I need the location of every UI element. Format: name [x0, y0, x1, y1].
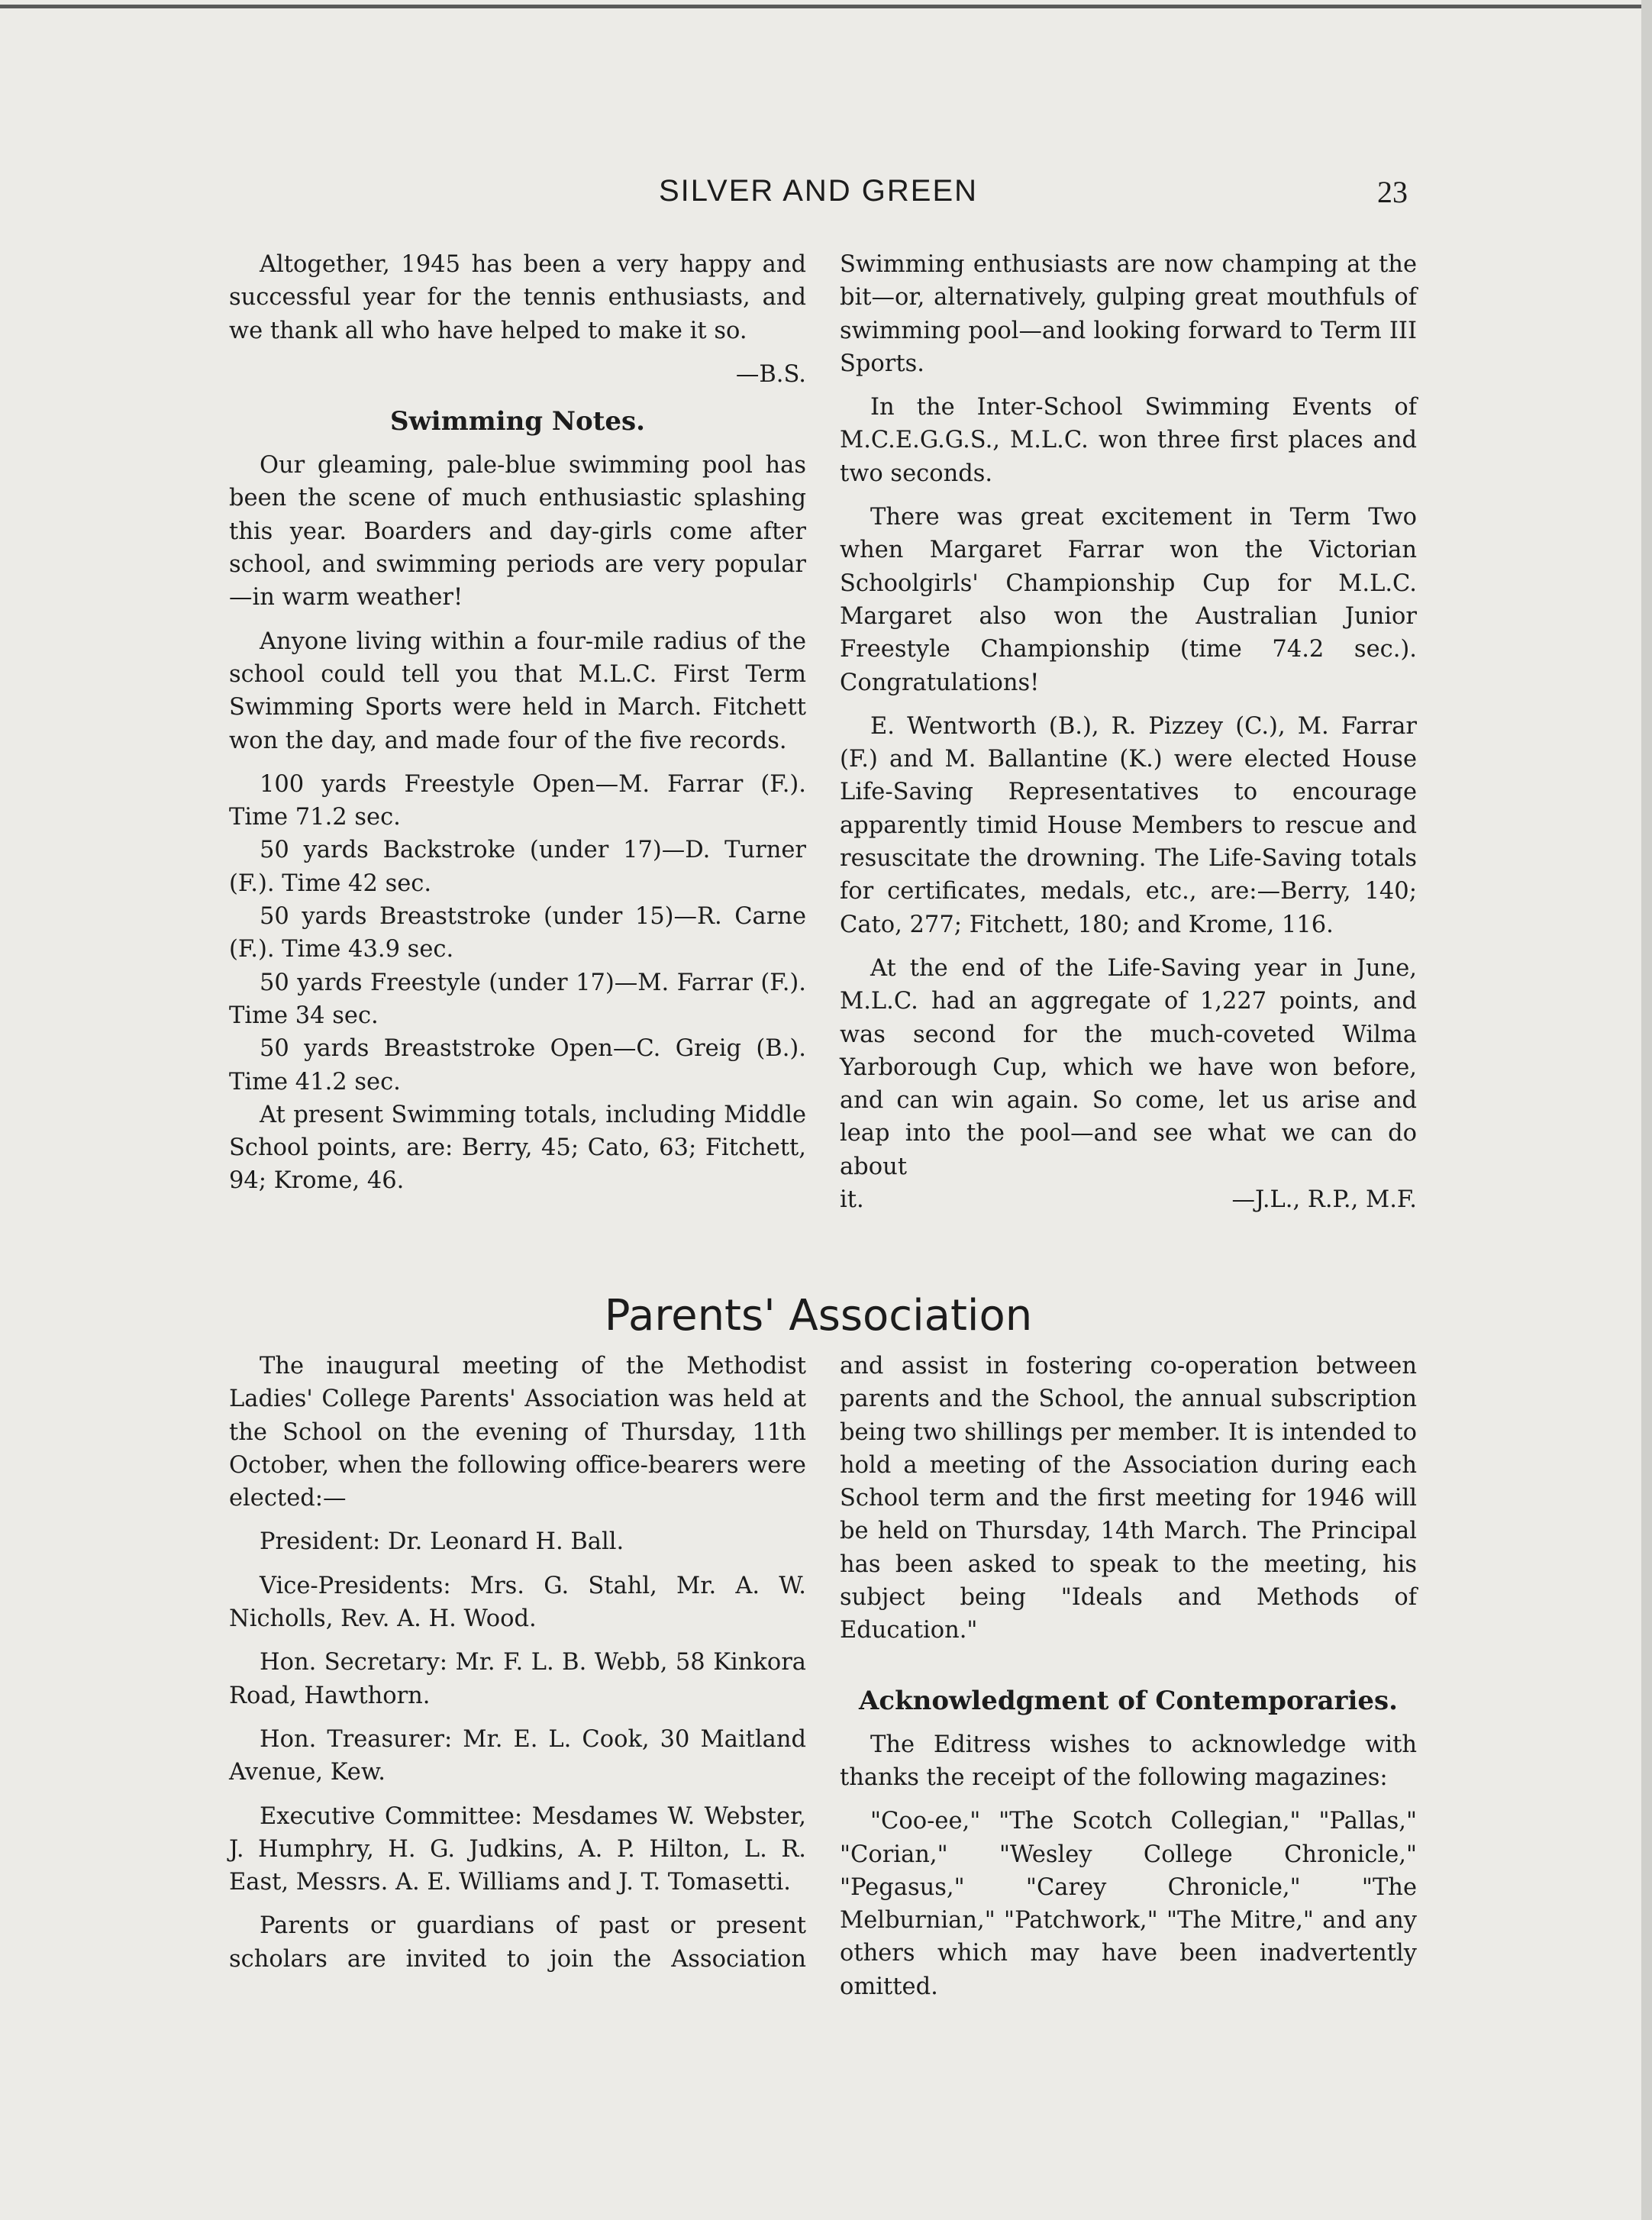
tennis-signature: —B.S.	[735, 360, 806, 388]
life-saving-paragraph: E. Wentworth (B.), R. Pizzey (C.), M. Farrar (F.) and M. Ballantine (K.) were elected House Life-Saving Representatives to encourage apparently timid House Members to rescue and resuscitate the drowning. The Life-Saving totals for certificates, medals, etc., are:—Berry, 140; Cato, 277; Fitchett, 180; and Krome, 116.	[840, 712, 1417, 938]
swimming-notes-heading: Swimming Notes.	[389, 406, 645, 437]
aggregate-paragraph	[840, 952, 1417, 1183]
record-item: 100 yards Freestyle Open—M. Farrar (F.). Time 71.2 sec.	[229, 770, 806, 831]
acknowledgment-heading: Acknowledgment of Contemporaries.	[858, 1685, 1398, 1716]
page-number: 23	[1377, 175, 1408, 209]
publication-title: SILVER AND GREEN	[658, 174, 979, 208]
right-column-top	[840, 248, 1417, 1227]
association-continuation: and assist in fostering co-operation between parents and the School, the annual subscription being two shillings per member. It is intended to hold a meeting of the Association during each School term and the first meeting for 1946 will be held on Thursday, 14th March. The Principal has been asked to speak to the meeting, his subject being "Ideals and Methods of Education."	[840, 1353, 1417, 1644]
championship-paragraph: There was great excitement in Term Two when Margaret Farrar won the Victorian Schoolgirls' Championship Cup for M.L.C. Margaret also won the Australian Junior Freestyle Championship (time 74.2 sec.). Congratulations!	[840, 504, 1417, 696]
running-header	[229, 174, 1408, 223]
office-bearer-vice-presidents: Vice-Presidents: Mrs. G. Stahl, Mr. A. W. Nicholls, Rev. A. H. Wood.	[229, 1572, 806, 1633]
association-intro: The inaugural meeting of the Methodist Ladies' College Parents' Association was held at the School on the evening of Thursday, 11th October, when the following office-bearers were elected:—	[229, 1353, 806, 1512]
association-invitation: Parents or guardians of past or present scholars are invited to join the Association	[229, 1912, 806, 1973]
office-bearer-treasurer: Hon. Treasurer: Mr. E. L. Cook, 30 Maitland Avenue, Kew.	[229, 1725, 806, 1786]
record-item: 50 yards Freestyle (under 17)—M. Farrar (F.). Time 34 sec.	[229, 969, 806, 1029]
swimming-totals: At present Swimming totals, including Middle School points, are: Berry, 45; Cato, 63; Fitchett, 94; Krome, 46.	[229, 1101, 806, 1195]
left-column-bottom	[229, 1350, 806, 1986]
tennis-paragraph: Altogether, 1945 has been a very happy and successful year for the tennis enthusiasts, and we thank all who have helped to make it so.	[229, 251, 806, 344]
right-scan-edge	[1641, 0, 1652, 2220]
aggregate-text: At the end of the Life-Saving year in June, M.L.C. had an aggregate of 1,227 points, and was second for the much-coveted Wilma Yarborough Cup, which we have won before, and can win again. So come, let us arise and leap into the pool—and see what we can do about	[840, 954, 1417, 1180]
record-item: 50 yards Backstroke (under 17)—D. Turner (F.). Time 42 sec.	[229, 837, 806, 897]
swimming-paragraph-3: Swimming enthusiasts are now champing at the bit—or, alternatively, gulping great mouthfuls of swimming pool—and looking forward to Term III Sports.	[840, 251, 1417, 377]
swimming-paragraph-2: Anyone living within a four-mile radius of the school could tell you that M.L.C. First Term Swimming Sports were held in March. Fitchett won the day, and made four of the five records.	[229, 628, 806, 754]
acknowledgment-paragraph-1: The Editress wishes to acknowledge with thanks the receipt of the following magazines:	[840, 1731, 1417, 1791]
office-bearer-president: President: Dr. Leonard H. Ball.	[260, 1528, 624, 1556]
parents-association-title: Parents' Association	[604, 1291, 1033, 1341]
record-item: 50 yards Breaststroke (under 15)—R. Carne (F.). Time 43.9 sec.	[229, 903, 806, 963]
acknowledgment-magazines: "Coo-ee," "The Scotch Collegian," "Pallas," "Corian," "Wesley College Chronicle," "Pegasus," "Carey Chronicle," "The Melburnian," "Patchwork," "The Mitre," and any others which may have been inadvertently omitted.	[840, 1808, 1417, 2000]
aggregate-last-word: it.	[840, 1186, 864, 1214]
executive-committee: Executive Committee: Mesdames W. Webster, J. Humphry, H. G. Judkins, A. P. Hilton, L. R. East, Messrs. A. E. Williams and J. T. Tomasetti.	[229, 1802, 806, 1896]
office-bearer-secretary: Hon. Secretary: Mr. F. L. B. Webb, 58 Kinkora Road, Hawthorn.	[229, 1649, 806, 1709]
aggregate-signature: —J.L., R.P., M.F.	[1231, 1186, 1417, 1214]
top-scan-edge	[0, 5, 1652, 8]
right-column-bottom	[840, 1350, 1417, 2014]
record-item: 50 yards Breaststroke Open—C. Greig (B.). Time 41.2 sec.	[229, 1035, 806, 1095]
inter-school-paragraph: In the Inter-School Swimming Events of M.C.E.G.G.S., M.L.C. won three first places and two seconds.	[840, 394, 1417, 487]
swimming-paragraph-1: Our gleaming, pale-blue swimming pool has been the scene of much enthusiastic splashing this year. Boarders and day-girls come after school, and swimming periods are very popular —in warm weather!	[229, 452, 806, 611]
aggregate-final-line	[840, 1183, 1417, 1216]
left-column-top	[229, 248, 806, 1208]
